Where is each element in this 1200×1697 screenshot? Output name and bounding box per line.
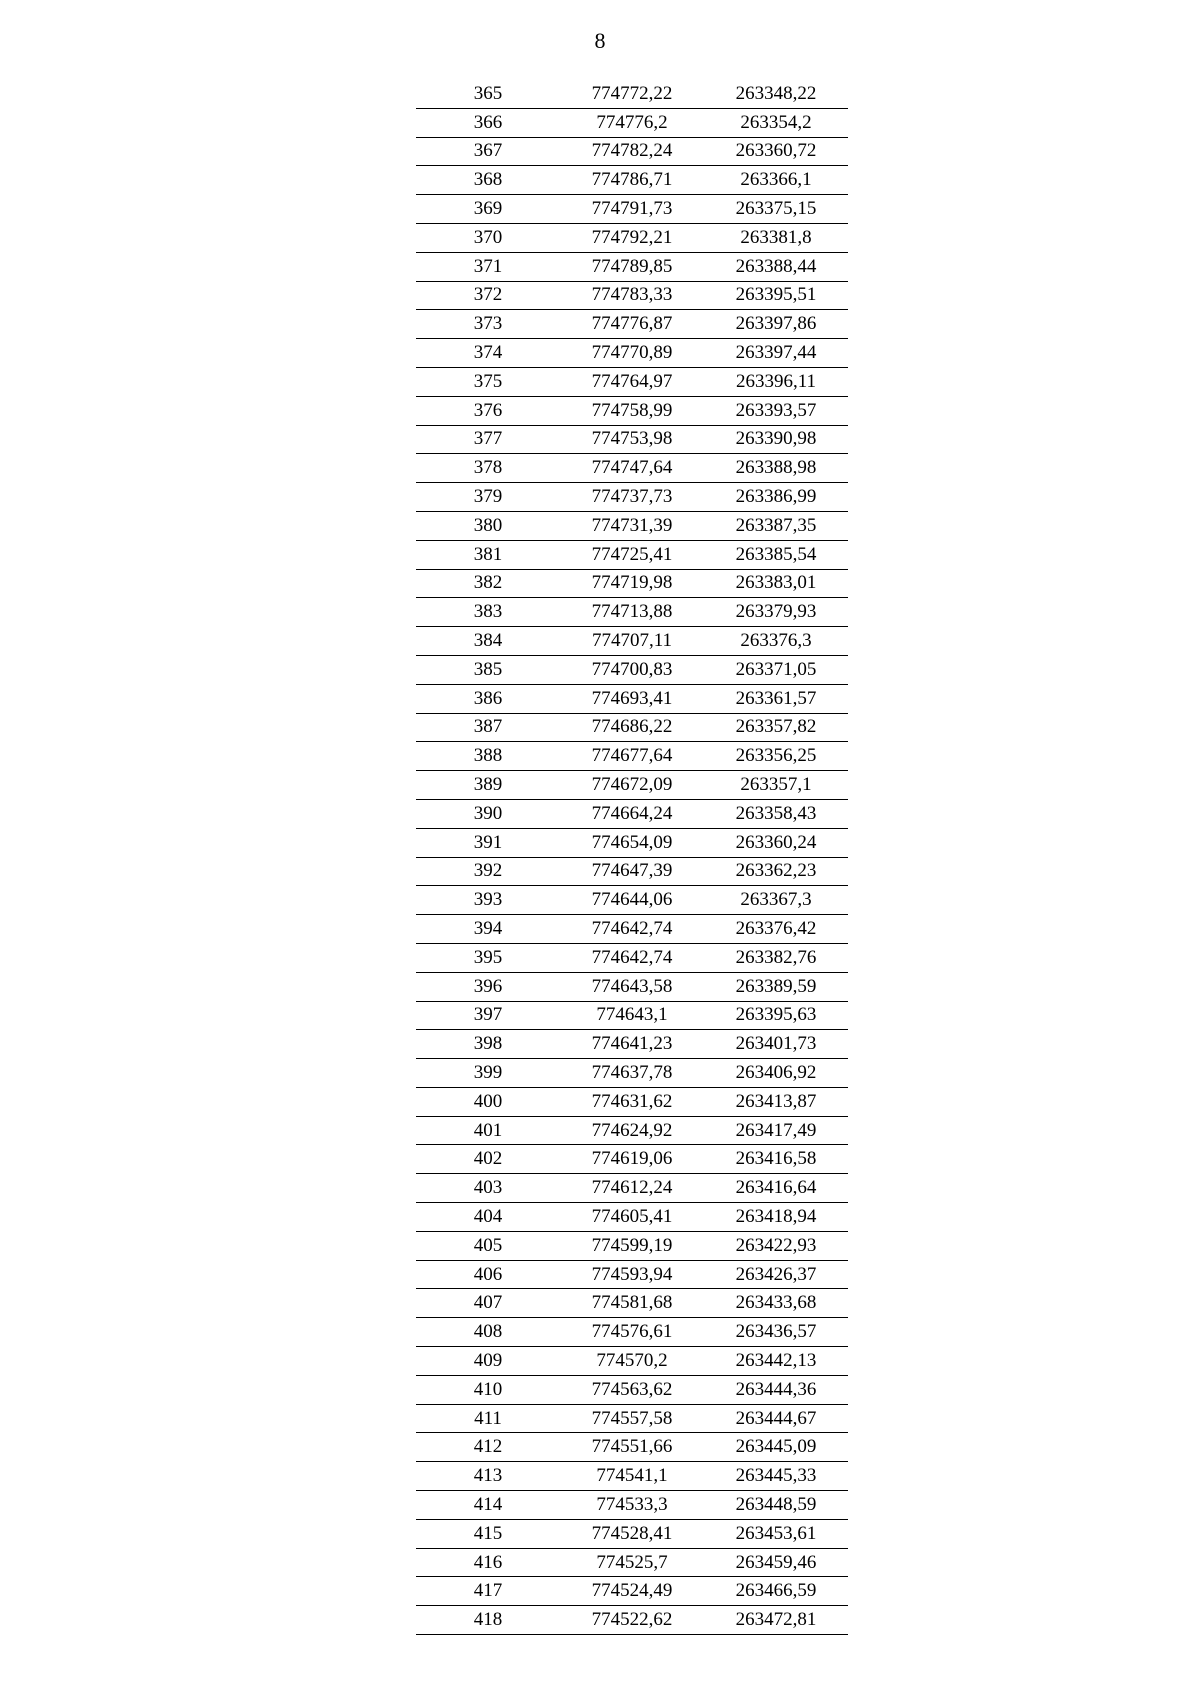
x-coordinate-cell: 774619,06 [560, 1145, 704, 1174]
table-row [416, 771, 848, 800]
table-row [416, 1347, 848, 1376]
point-number-cell: 392 [416, 857, 560, 886]
table-row [416, 1231, 848, 1260]
x-coordinate-cell: 774647,39 [560, 857, 704, 886]
y-coordinate-cell: 263416,58 [704, 1145, 848, 1174]
y-coordinate-cell: 263357,82 [704, 713, 848, 742]
y-coordinate-cell: 263381,8 [704, 223, 848, 252]
x-coordinate-cell: 774642,74 [560, 915, 704, 944]
table-row [416, 137, 848, 166]
table-row [416, 915, 848, 944]
table-row [416, 972, 848, 1001]
point-number-cell: 372 [416, 281, 560, 310]
x-coordinate-cell: 774664,24 [560, 799, 704, 828]
y-coordinate-cell: 263360,72 [704, 137, 848, 166]
table-row [416, 684, 848, 713]
x-coordinate-cell: 774764,97 [560, 367, 704, 396]
coordinates-table-body [416, 80, 848, 1635]
page-number: 8 [594, 28, 606, 53]
x-coordinate-cell: 774725,41 [560, 540, 704, 569]
table-row [416, 339, 848, 368]
x-coordinate-cell: 774557,58 [560, 1404, 704, 1433]
y-coordinate-cell: 263367,3 [704, 886, 848, 915]
table-row [416, 108, 848, 137]
point-number-cell: 396 [416, 972, 560, 1001]
table-row [416, 1059, 848, 1088]
y-coordinate-cell: 263395,63 [704, 1001, 848, 1030]
table-row [416, 223, 848, 252]
x-coordinate-cell: 774612,24 [560, 1174, 704, 1203]
table-row [416, 1030, 848, 1059]
x-coordinate-cell: 774782,24 [560, 137, 704, 166]
point-number-cell: 418 [416, 1606, 560, 1635]
y-coordinate-cell: 263393,57 [704, 396, 848, 425]
point-number-cell: 365 [416, 80, 560, 108]
point-number-cell: 375 [416, 367, 560, 396]
y-coordinate-cell: 263385,54 [704, 540, 848, 569]
y-coordinate-cell: 263472,81 [704, 1606, 848, 1635]
table-row [416, 540, 848, 569]
point-number-cell: 397 [416, 1001, 560, 1030]
table-row [416, 511, 848, 540]
point-number-cell: 389 [416, 771, 560, 800]
y-coordinate-cell: 263406,92 [704, 1059, 848, 1088]
x-coordinate-cell: 774686,22 [560, 713, 704, 742]
table-row [416, 454, 848, 483]
point-number-cell: 385 [416, 655, 560, 684]
table-row [416, 1548, 848, 1577]
point-number-cell: 382 [416, 569, 560, 598]
point-number-cell: 373 [416, 310, 560, 339]
point-number-cell: 387 [416, 713, 560, 742]
x-coordinate-cell: 774644,06 [560, 886, 704, 915]
y-coordinate-cell: 263459,46 [704, 1548, 848, 1577]
x-coordinate-cell: 774776,2 [560, 108, 704, 137]
y-coordinate-cell: 263442,13 [704, 1347, 848, 1376]
point-number-cell: 391 [416, 828, 560, 857]
point-number-cell: 394 [416, 915, 560, 944]
point-number-cell: 408 [416, 1318, 560, 1347]
point-number-cell: 371 [416, 252, 560, 281]
table-row [416, 1087, 848, 1116]
x-coordinate-cell: 774541,1 [560, 1462, 704, 1491]
x-coordinate-cell: 774528,41 [560, 1519, 704, 1548]
y-coordinate-cell: 263466,59 [704, 1577, 848, 1606]
point-number-cell: 377 [416, 425, 560, 454]
y-coordinate-cell: 263361,57 [704, 684, 848, 713]
y-coordinate-cell: 263426,37 [704, 1260, 848, 1289]
table-row [416, 655, 848, 684]
x-coordinate-cell: 774524,49 [560, 1577, 704, 1606]
y-coordinate-cell: 263401,73 [704, 1030, 848, 1059]
point-number-cell: 409 [416, 1347, 560, 1376]
y-coordinate-cell: 263375,15 [704, 195, 848, 224]
x-coordinate-cell: 774747,64 [560, 454, 704, 483]
table-row [416, 1577, 848, 1606]
point-number-cell: 368 [416, 166, 560, 195]
y-coordinate-cell: 263436,57 [704, 1318, 848, 1347]
x-coordinate-cell: 774570,2 [560, 1347, 704, 1376]
point-number-cell: 384 [416, 627, 560, 656]
point-number-cell: 406 [416, 1260, 560, 1289]
x-coordinate-cell: 774642,74 [560, 943, 704, 972]
x-coordinate-cell: 774599,19 [560, 1231, 704, 1260]
y-coordinate-cell: 263362,23 [704, 857, 848, 886]
point-number-cell: 401 [416, 1116, 560, 1145]
point-number-cell: 412 [416, 1433, 560, 1462]
point-number-cell: 395 [416, 943, 560, 972]
point-number-cell: 400 [416, 1087, 560, 1116]
y-coordinate-cell: 263356,25 [704, 742, 848, 771]
x-coordinate-cell: 774593,94 [560, 1260, 704, 1289]
y-coordinate-cell: 263358,43 [704, 799, 848, 828]
x-coordinate-cell: 774637,78 [560, 1059, 704, 1088]
table-row [416, 1116, 848, 1145]
y-coordinate-cell: 263413,87 [704, 1087, 848, 1116]
y-coordinate-cell: 263396,11 [704, 367, 848, 396]
point-number-cell: 366 [416, 108, 560, 137]
y-coordinate-cell: 263383,01 [704, 569, 848, 598]
x-coordinate-cell: 774758,99 [560, 396, 704, 425]
table-row [416, 310, 848, 339]
table-row [416, 886, 848, 915]
x-coordinate-cell: 774731,39 [560, 511, 704, 540]
table-row [416, 252, 848, 281]
y-coordinate-cell: 263397,86 [704, 310, 848, 339]
y-coordinate-cell: 263433,68 [704, 1289, 848, 1318]
table-row [416, 1519, 848, 1548]
y-coordinate-cell: 263388,98 [704, 454, 848, 483]
x-coordinate-cell: 774791,73 [560, 195, 704, 224]
coordinates-table [416, 80, 848, 1635]
table-row [416, 1001, 848, 1030]
table-row [416, 1260, 848, 1289]
x-coordinate-cell: 774605,41 [560, 1203, 704, 1232]
x-coordinate-cell: 774772,22 [560, 80, 704, 108]
y-coordinate-cell: 263448,59 [704, 1491, 848, 1520]
y-coordinate-cell: 263360,24 [704, 828, 848, 857]
x-coordinate-cell: 774643,58 [560, 972, 704, 1001]
point-number-cell: 380 [416, 511, 560, 540]
table-row [416, 281, 848, 310]
x-coordinate-cell: 774792,21 [560, 223, 704, 252]
y-coordinate-cell: 263418,94 [704, 1203, 848, 1232]
table-row [416, 943, 848, 972]
y-coordinate-cell: 263389,59 [704, 972, 848, 1001]
point-number-cell: 403 [416, 1174, 560, 1203]
point-number-cell: 405 [416, 1231, 560, 1260]
y-coordinate-cell: 263397,44 [704, 339, 848, 368]
point-number-cell: 381 [416, 540, 560, 569]
y-coordinate-cell: 263444,67 [704, 1404, 848, 1433]
point-number-cell: 414 [416, 1491, 560, 1520]
table-row [416, 713, 848, 742]
table-row [416, 1203, 848, 1232]
table-row [416, 598, 848, 627]
table-row [416, 1145, 848, 1174]
table-row [416, 1318, 848, 1347]
point-number-cell: 407 [416, 1289, 560, 1318]
x-coordinate-cell: 774700,83 [560, 655, 704, 684]
x-coordinate-cell: 774737,73 [560, 483, 704, 512]
y-coordinate-cell: 263444,36 [704, 1375, 848, 1404]
table-row [416, 1404, 848, 1433]
y-coordinate-cell: 263422,93 [704, 1231, 848, 1260]
table-row [416, 1375, 848, 1404]
table-row [416, 627, 848, 656]
x-coordinate-cell: 774581,68 [560, 1289, 704, 1318]
y-coordinate-cell: 263376,3 [704, 627, 848, 656]
table-row [416, 1174, 848, 1203]
y-coordinate-cell: 263357,1 [704, 771, 848, 800]
x-coordinate-cell: 774654,09 [560, 828, 704, 857]
point-number-cell: 416 [416, 1548, 560, 1577]
x-coordinate-cell: 774576,61 [560, 1318, 704, 1347]
x-coordinate-cell: 774776,87 [560, 310, 704, 339]
point-number-cell: 411 [416, 1404, 560, 1433]
x-coordinate-cell: 774786,71 [560, 166, 704, 195]
y-coordinate-cell: 263445,33 [704, 1462, 848, 1491]
point-number-cell: 370 [416, 223, 560, 252]
y-coordinate-cell: 263390,98 [704, 425, 848, 454]
table-row [416, 166, 848, 195]
x-coordinate-cell: 774641,23 [560, 1030, 704, 1059]
point-number-cell: 413 [416, 1462, 560, 1491]
x-coordinate-cell: 774719,98 [560, 569, 704, 598]
table-row [416, 742, 848, 771]
point-number-cell: 402 [416, 1145, 560, 1174]
x-coordinate-cell: 774631,62 [560, 1087, 704, 1116]
point-number-cell: 367 [416, 137, 560, 166]
table-row [416, 1462, 848, 1491]
x-coordinate-cell: 774525,7 [560, 1548, 704, 1577]
y-coordinate-cell: 263348,22 [704, 80, 848, 108]
x-coordinate-cell: 774624,92 [560, 1116, 704, 1145]
y-coordinate-cell: 263376,42 [704, 915, 848, 944]
point-number-cell: 415 [416, 1519, 560, 1548]
point-number-cell: 399 [416, 1059, 560, 1088]
x-coordinate-cell: 774563,62 [560, 1375, 704, 1404]
point-number-cell: 374 [416, 339, 560, 368]
x-coordinate-cell: 774522,62 [560, 1606, 704, 1635]
table-row [416, 1606, 848, 1635]
y-coordinate-cell: 263388,44 [704, 252, 848, 281]
y-coordinate-cell: 263445,09 [704, 1433, 848, 1462]
point-number-cell: 376 [416, 396, 560, 425]
point-number-cell: 369 [416, 195, 560, 224]
y-coordinate-cell: 263371,05 [704, 655, 848, 684]
x-coordinate-cell: 774672,09 [560, 771, 704, 800]
y-coordinate-cell: 263382,76 [704, 943, 848, 972]
point-number-cell: 398 [416, 1030, 560, 1059]
table-row [416, 828, 848, 857]
y-coordinate-cell: 263453,61 [704, 1519, 848, 1548]
point-number-cell: 379 [416, 483, 560, 512]
x-coordinate-cell: 774753,98 [560, 425, 704, 454]
x-coordinate-cell: 774783,33 [560, 281, 704, 310]
y-coordinate-cell: 263395,51 [704, 281, 848, 310]
point-number-cell: 386 [416, 684, 560, 713]
table-row [416, 1433, 848, 1462]
table-row [416, 425, 848, 454]
table-row [416, 80, 848, 108]
table-row [416, 857, 848, 886]
x-coordinate-cell: 774551,66 [560, 1433, 704, 1462]
point-number-cell: 393 [416, 886, 560, 915]
point-number-cell: 417 [416, 1577, 560, 1606]
point-number-cell: 378 [416, 454, 560, 483]
table-row [416, 799, 848, 828]
y-coordinate-cell: 263417,49 [704, 1116, 848, 1145]
x-coordinate-cell: 774677,64 [560, 742, 704, 771]
x-coordinate-cell: 774707,11 [560, 627, 704, 656]
point-number-cell: 390 [416, 799, 560, 828]
table-row [416, 1289, 848, 1318]
y-coordinate-cell: 263366,1 [704, 166, 848, 195]
x-coordinate-cell: 774693,41 [560, 684, 704, 713]
table-row [416, 396, 848, 425]
y-coordinate-cell: 263354,2 [704, 108, 848, 137]
table-row [416, 367, 848, 396]
x-coordinate-cell: 774713,88 [560, 598, 704, 627]
table-row [416, 195, 848, 224]
y-coordinate-cell: 263379,93 [704, 598, 848, 627]
table-row [416, 1491, 848, 1520]
x-coordinate-cell: 774770,89 [560, 339, 704, 368]
x-coordinate-cell: 774789,85 [560, 252, 704, 281]
point-number-cell: 383 [416, 598, 560, 627]
point-number-cell: 404 [416, 1203, 560, 1232]
x-coordinate-cell: 774643,1 [560, 1001, 704, 1030]
y-coordinate-cell: 263387,35 [704, 511, 848, 540]
y-coordinate-cell: 263416,64 [704, 1174, 848, 1203]
point-number-cell: 388 [416, 742, 560, 771]
table-row [416, 569, 848, 598]
x-coordinate-cell: 774533,3 [560, 1491, 704, 1520]
table-row [416, 483, 848, 512]
point-number-cell: 410 [416, 1375, 560, 1404]
y-coordinate-cell: 263386,99 [704, 483, 848, 512]
